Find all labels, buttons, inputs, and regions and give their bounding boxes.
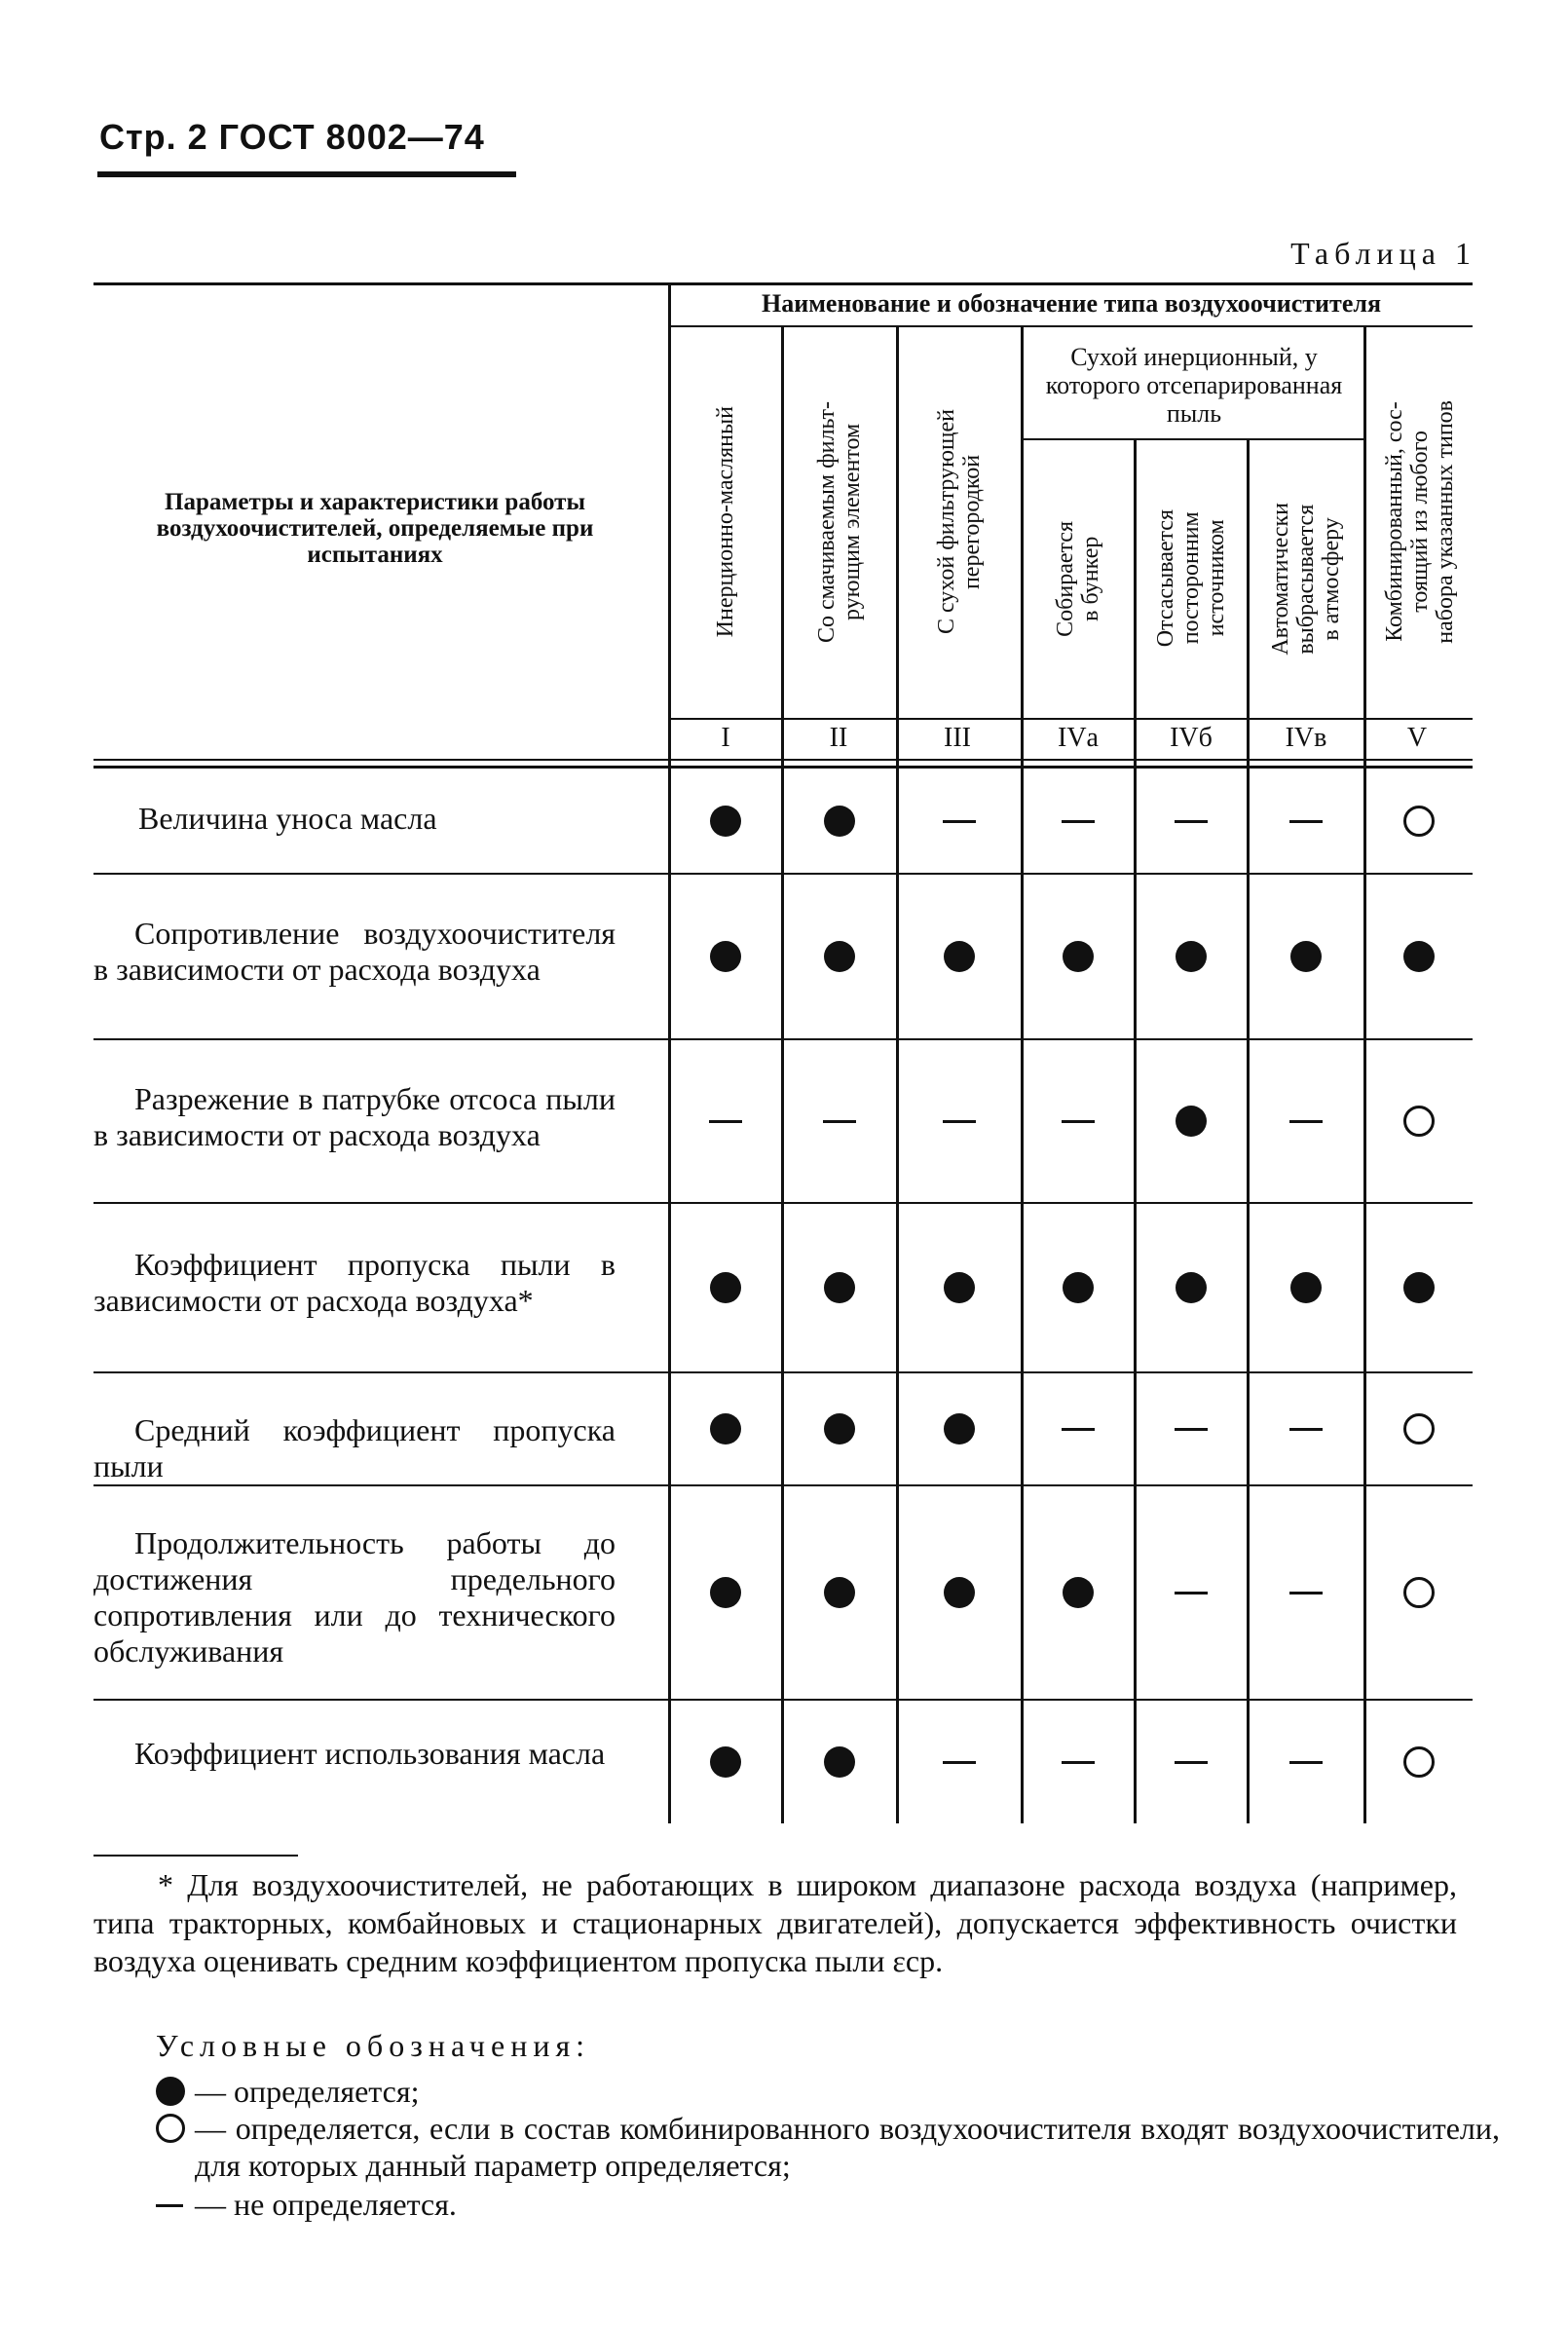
- mark-cell: [670, 1204, 781, 1371]
- dash-icon: [943, 1761, 976, 1764]
- col-header-4c: [1250, 442, 1363, 715]
- mark-cell: [1365, 1701, 1473, 1823]
- col-name: Со смачиваемым фильт- рующим элементом: [814, 401, 865, 643]
- table-top-rule: [93, 282, 1473, 285]
- col-code-2: II: [829, 723, 848, 753]
- dash-icon: [823, 1120, 856, 1123]
- open-circle-icon: [1403, 806, 1435, 837]
- row-label-1: Величина уноса масла: [138, 801, 437, 836]
- filled-circle-icon: [710, 806, 741, 837]
- open-circle-icon: [1403, 1577, 1435, 1608]
- dash-icon: [1062, 820, 1095, 823]
- mark-cell: [1365, 1486, 1473, 1699]
- footnote-rule: [93, 1855, 298, 1857]
- filled-circle-icon: [824, 1413, 855, 1444]
- col-header-2: [784, 329, 895, 715]
- mark-cell: [1023, 1701, 1134, 1823]
- mark-cell: [898, 769, 1021, 873]
- col-header-1: [671, 329, 780, 715]
- row-label-3: Разрежение в патрубке отсоса пыли в зависимости от расхода воздуха: [93, 1081, 616, 1152]
- param-header: Параметры и характеристики работы воздухоочистителей, определяемые при испытаниях: [156, 489, 594, 568]
- legend-text: — не определяется.: [195, 2187, 457, 2222]
- mark-cell: [1023, 769, 1134, 873]
- filled-circle-icon: [1176, 941, 1207, 972]
- col-name: Собирается в бункер: [1053, 520, 1103, 637]
- dash-icon: [1175, 1428, 1208, 1431]
- mark-cell: [1136, 875, 1247, 1038]
- col-header-4a: [1024, 442, 1133, 715]
- filled-circle-icon: [824, 806, 855, 837]
- col-code-1: I: [721, 723, 730, 753]
- open-circle-icon: [1403, 1106, 1435, 1137]
- dash-icon: [943, 820, 976, 823]
- mark-cell: [670, 1040, 781, 1202]
- mark-cell: [1365, 1373, 1473, 1484]
- legend-text: — определяется;: [195, 2074, 420, 2109]
- mark-cell: [898, 1373, 1021, 1484]
- dash-icon: [1289, 1761, 1323, 1764]
- col-code-4b: IVб: [1170, 723, 1213, 753]
- filled-circle-icon: [1403, 941, 1435, 972]
- filled-circle-icon: [824, 1272, 855, 1303]
- col-header-5: [1366, 329, 1474, 715]
- filled-circle-icon: [944, 941, 975, 972]
- mark-cell: [670, 1373, 781, 1484]
- mark-cell: [1136, 1486, 1247, 1699]
- filled-circle-icon: [944, 1272, 975, 1303]
- dash-icon: [1062, 1428, 1095, 1431]
- mark-cell: [783, 769, 896, 873]
- mark-cell: [1023, 875, 1134, 1038]
- mark-cell: [1365, 769, 1473, 873]
- col-name: Автоматически выбрасывается в атмосферу: [1268, 502, 1344, 656]
- subgroup-header-rule: [1023, 438, 1365, 440]
- dash-icon: [1289, 1428, 1323, 1431]
- col-code-4a: IVа: [1058, 723, 1099, 753]
- mark-cell: [1136, 1701, 1247, 1823]
- mark-cell: [1023, 1040, 1134, 1202]
- legend-item-conditional: [156, 2110, 1500, 2184]
- dash-icon: [156, 2204, 183, 2207]
- filled-circle-icon: [1063, 1577, 1094, 1608]
- col-header-4b: [1137, 442, 1246, 715]
- mark-cell: [670, 875, 781, 1038]
- filled-circle-icon: [824, 1577, 855, 1608]
- filled-circle-icon: [710, 1413, 741, 1444]
- mark-cell: [1365, 1040, 1473, 1202]
- row-label-4: Коэффициент пропуска пыли в зависимости от расхода воздуха*: [93, 1247, 616, 1318]
- legend-title: Условные обозначения:: [156, 2028, 591, 2063]
- mark-cell: [1249, 875, 1363, 1038]
- mark-cell: [898, 875, 1021, 1038]
- col-name: Отсасывается посторонним источником: [1153, 509, 1229, 648]
- filled-circle-icon: [156, 2077, 185, 2106]
- open-circle-icon: [1403, 1746, 1435, 1778]
- mark-cell: [1249, 1204, 1363, 1371]
- dash-icon: [709, 1120, 742, 1123]
- col-header-3: [899, 329, 1020, 715]
- mark-cell: [1136, 1204, 1247, 1371]
- mark-cell: [670, 1486, 781, 1699]
- filled-circle-icon: [944, 1413, 975, 1444]
- page-header: Стр. 2 ГОСТ 8002—74: [99, 117, 485, 157]
- mark-cell: [1365, 1204, 1473, 1371]
- filled-circle-icon: [1063, 1272, 1094, 1303]
- mark-cell: [1023, 1486, 1134, 1699]
- mark-cell: [1136, 769, 1247, 873]
- mark-cell: [783, 1701, 896, 1823]
- dash-icon: [1062, 1761, 1095, 1764]
- dash-icon: [1175, 1592, 1208, 1594]
- mark-cell: [670, 1701, 781, 1823]
- mark-cell: [783, 1486, 896, 1699]
- filled-circle-icon: [710, 1577, 741, 1608]
- col-name: Комбинированный, сос- тоящий из любого набора указанных типов: [1382, 400, 1458, 644]
- row-label-7: Коэффициент использования масла: [134, 1736, 606, 1771]
- dash-icon: [943, 1120, 976, 1123]
- dash-icon: [1062, 1120, 1095, 1123]
- mark-cell: [1136, 1373, 1247, 1484]
- mark-cell: [1249, 769, 1363, 873]
- filled-circle-icon: [1403, 1272, 1435, 1303]
- mark-cell: [783, 1373, 896, 1484]
- mark-cell: [898, 1204, 1021, 1371]
- header-rule: [97, 171, 516, 177]
- filled-circle-icon: [1290, 1272, 1322, 1303]
- mark-cell: [783, 875, 896, 1038]
- mark-cell: [1023, 1204, 1134, 1371]
- filled-circle-icon: [710, 1746, 741, 1778]
- mark-cell: [1365, 875, 1473, 1038]
- mark-cell: [783, 1204, 896, 1371]
- codes-top-rule: [670, 718, 1473, 720]
- filled-circle-icon: [710, 1272, 741, 1303]
- table-title: Таблица 1: [1290, 236, 1476, 271]
- filled-circle-icon: [1063, 941, 1094, 972]
- row-label-2: Сопротивление воздухоочистителя в зависимости от расхода воздуха: [93, 916, 616, 987]
- row-label-5: Средний коэффициент пропуска пыли: [93, 1412, 616, 1483]
- mark-cell: [898, 1701, 1021, 1823]
- mark-cell: [898, 1040, 1021, 1202]
- open-circle-icon: [1403, 1413, 1435, 1444]
- dash-icon: [1289, 820, 1323, 823]
- dash-icon: [1175, 820, 1208, 823]
- mark-cell: [1023, 1373, 1134, 1484]
- col-code-5: V: [1406, 723, 1428, 753]
- filled-circle-icon: [944, 1577, 975, 1608]
- footnote: * Для воздухоочистителей, не работающих в широком диапазоне расхода воздуха (например, типа тракторных, комбайновых и стационарных двигателей), допускается эффективность очистки воздуха оценивать средним коэффициентом пропуска пыли εср.: [93, 1867, 1457, 1978]
- mark-cell: [1249, 1486, 1363, 1699]
- legend-text: — определяется, если в состав комбинированного воздухоочистителя входят воздухоочистители, для которых данный параметр определяется;: [195, 2111, 1500, 2183]
- filled-circle-icon: [1176, 1272, 1207, 1303]
- col-name: С сухой фильтрующей перегородкой: [934, 409, 985, 635]
- mark-cell: [1249, 1701, 1363, 1823]
- mark-cell: [670, 769, 781, 873]
- dash-icon: [1175, 1761, 1208, 1764]
- row-label-6: Продолжительность работы до достижения предельного сопротивления или до технического обслуживания: [93, 1525, 616, 1669]
- dash-icon: [1289, 1120, 1323, 1123]
- mark-cell: [898, 1486, 1021, 1699]
- mark-cell: [1136, 1040, 1247, 1202]
- col-code-3: III: [944, 723, 971, 753]
- filled-circle-icon: [1176, 1106, 1207, 1137]
- group-header: Наименование и обозначение типа воздухоочистителя: [761, 289, 1382, 318]
- filled-circle-icon: [1290, 941, 1322, 972]
- filled-circle-icon: [710, 941, 741, 972]
- col-code-4c: IVв: [1285, 723, 1327, 753]
- filled-circle-icon: [824, 941, 855, 972]
- dash-icon: [1289, 1592, 1323, 1594]
- group-header-rule: [670, 325, 1473, 327]
- filled-circle-icon: [824, 1746, 855, 1778]
- open-circle-icon: [156, 2114, 185, 2143]
- legend-item-defined: [156, 2073, 1500, 2110]
- mark-cell: [1249, 1040, 1363, 1202]
- legend-item-not-defined: [156, 2186, 1500, 2223]
- col-name: Инерционно-масляный: [713, 406, 738, 638]
- mark-cell: [783, 1040, 896, 1202]
- mark-cell: [1249, 1373, 1363, 1484]
- subgroup-header: Сухой инерционный, у которого отсепарированная пыль: [1045, 343, 1343, 428]
